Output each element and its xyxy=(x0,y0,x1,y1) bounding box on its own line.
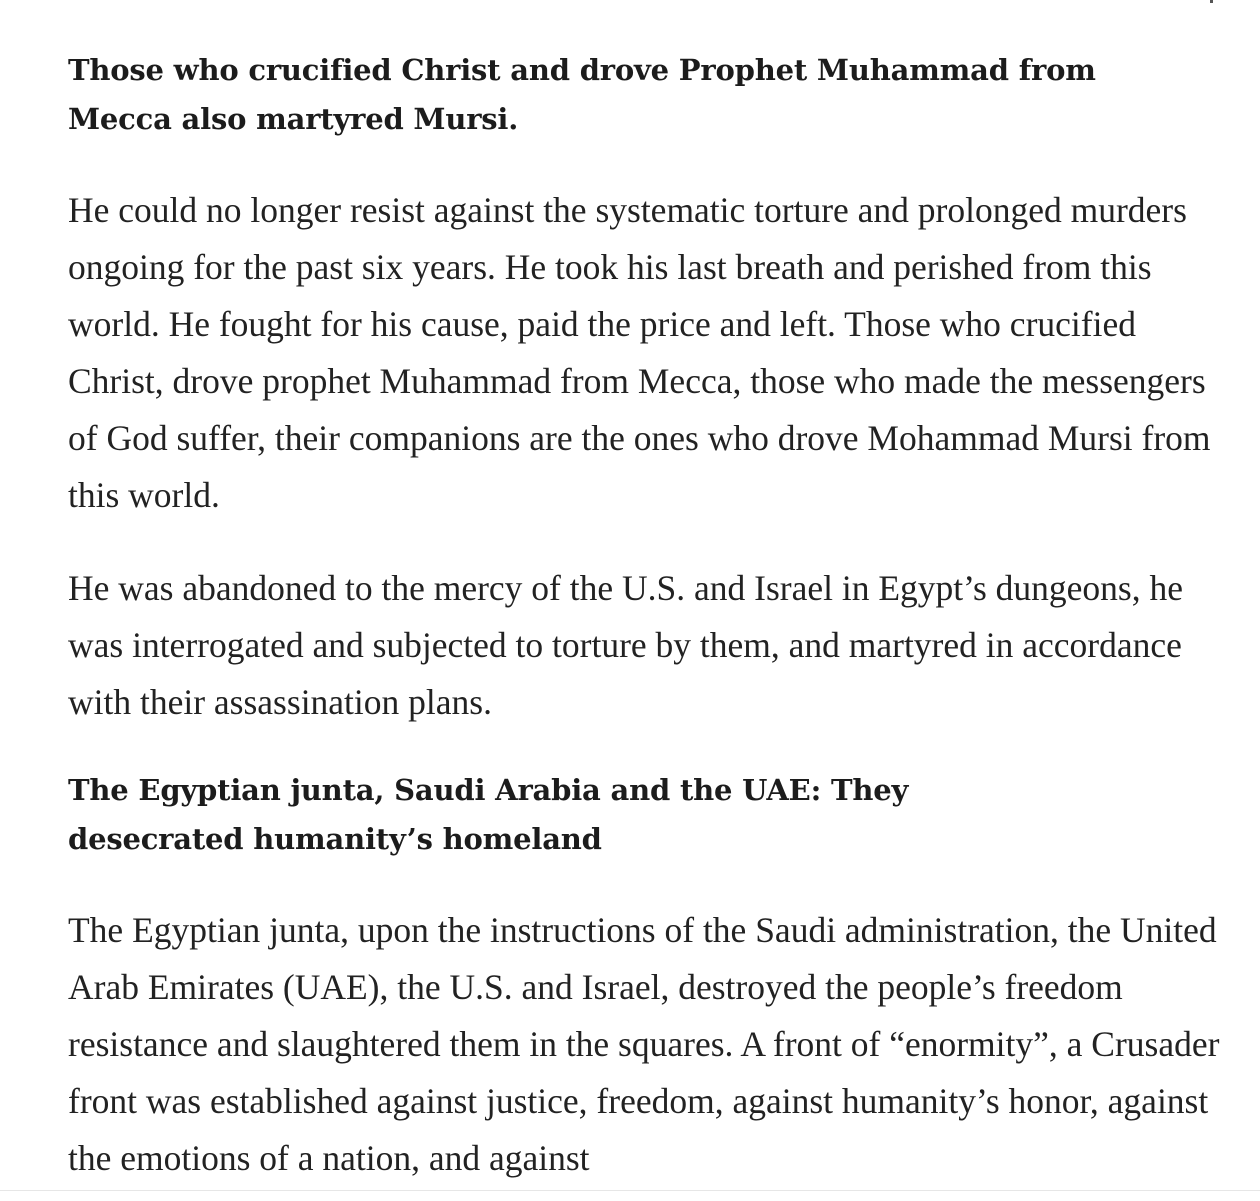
section-heading-junta-saudi-uae: The Egyptian junta, Saudi Arabia and the UAE: They desecrated humanity’s homeland xyxy=(68,773,909,856)
paragraph-egyptian-junta: The Egyptian junta, upon the instructions of the Saudi administration, the United Arab Emirates (UAE), the U.S. and Israel, destroyed the people’s freedom resistance and slaughtered them in the squares. A front of “enormity”, a Crusader front was established against justice, freedom, against humanity’s honor, against the emotions of a nation, and against xyxy=(68,910,1220,1178)
paragraph-abandoned-to-us-israel: He was abandoned to the mercy of the U.S. and Israel in Egypt’s dungeons, he was interrogated and subjected to torture by them, and martyred in accordance with their assassination plans. xyxy=(68,568,1184,722)
bottom-divider xyxy=(0,1190,1260,1191)
top-edge-mark xyxy=(1210,0,1213,3)
section-heading-mursi-martyred: Those who crucified Christ and drove Prophet Muhammad from Mecca also martyred Mursi. xyxy=(68,53,1096,136)
paragraph-torture-and-death: He could no longer resist against the systematic torture and prolonged murders ongoing for the past six years. He took his last breath and perished from this world. He fought for his cause, paid the price and left. Those who crucified Christ, drove prophet Muhammad from Mecca, those who made the messengers of God suffer, their companions are the ones who drove Mohammad Mursi from this world. xyxy=(68,190,1211,515)
